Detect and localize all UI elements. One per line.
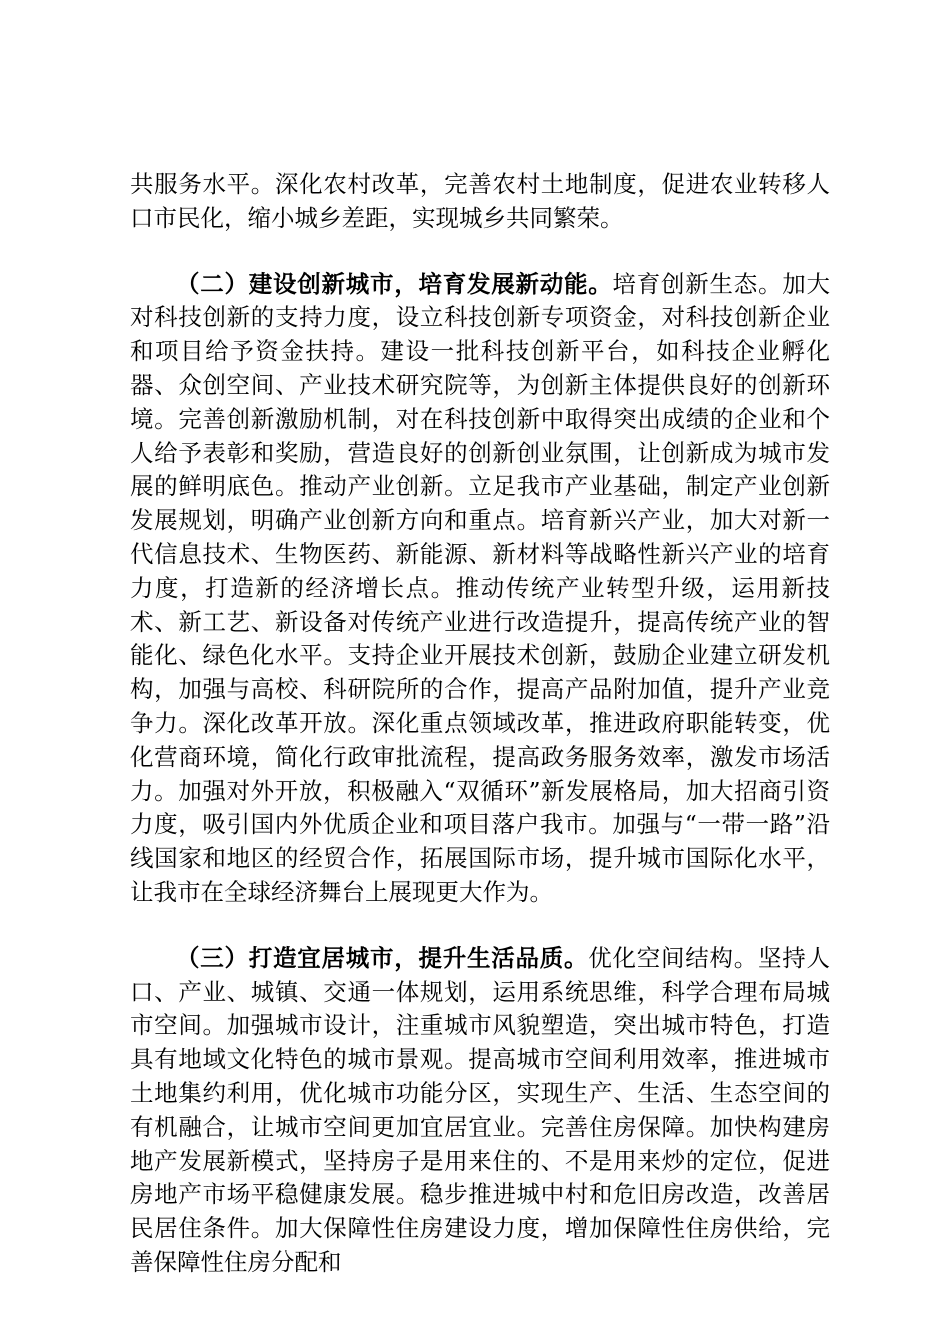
paragraph-body: 培育创新生态。加大对科技创新的支持力度，设立科技创新专项资金，对科技创新企业和项目给予资金扶持。建设一批科技创新平台，如科技企业孵化器、众创空间、产业技术研究院等，为创新主体提供良好的创新环境。完善创新激励机制，对在科技创新中取得突出成绩的企业和个人给予表彰和奖励，营造良好的创新创业氛围，让创新成为城市发展的鲜明底色。推动产业创新。立足我市产业基础，制定产业创新发展规划，明确产业创新方向和重点。培育新兴产业，加大对新一代信息技术、生物医药、新能源、新材料等战略性新兴产业的培育力度，打造新的经济增长点。推动传统产业转型升级，运用新技术、新工艺、新设备对传统产业进行改造提升，提高传统产业的智能化、绿色化水平。支持企业开展技术创新，鼓励企业建立研发机构，加强与高校、科研院所的合作，提高产品附加值，提升产业竞争力。深化改革开放。深化重点领域改革，推进政府职能转变，优化营商环境，简化行政审批流程，提高政务服务效率，激发市场活力。加强对外开放，积极融入“双循环”新发展格局，加大招商引资力度，吸引国内外优质企业和项目落户我市。加强与“一带一路”沿线国家和地区的经贸合作，拓展国际市场，提升城市国际化水平，让我市在全球经济舞台上展现更大作为。 [130, 269, 830, 906]
section-heading: （三）打造宜居城市，提升生活品质。 [176, 943, 589, 972]
paragraph-innovation-city [130, 268, 830, 910]
paragraph-livable-city [130, 942, 830, 1280]
paragraph-continuation [130, 168, 830, 236]
paragraph-body: 共服务水平。深化农村改革，完善农村土地制度，促进农业转移人口市民化，缩小城乡差距，实现城乡共同繁荣。 [130, 170, 830, 232]
section-heading: （二）建设创新城市，培育发展新动能。 [176, 269, 613, 298]
paragraph-body: 优化空间结构。坚持人口、产业、城镇、交通一体规划，运用系统思维，科学合理布局城市空间。加强城市设计，注重城市风貌塑造，突出城市特色，打造具有地域文化特色的城市景观。提高城市空间利用效率，推进城市土地集约利用，优化城市功能分区，实现生产、生活、生态空间的有机融合，让城市空间更加宜居宜业。完善住房保障。加快构建房地产发展新模式，坚持房子是用来住的、不是用来炒的定位，促进房地产市场平稳健康发展。稳步推进城中村和危旧房改造，改善居民居住条件。加大保障性住房建设力度，增加保障性住房供给，完善保障性住房分配和 [130, 943, 830, 1276]
document-page [130, 168, 830, 1312]
